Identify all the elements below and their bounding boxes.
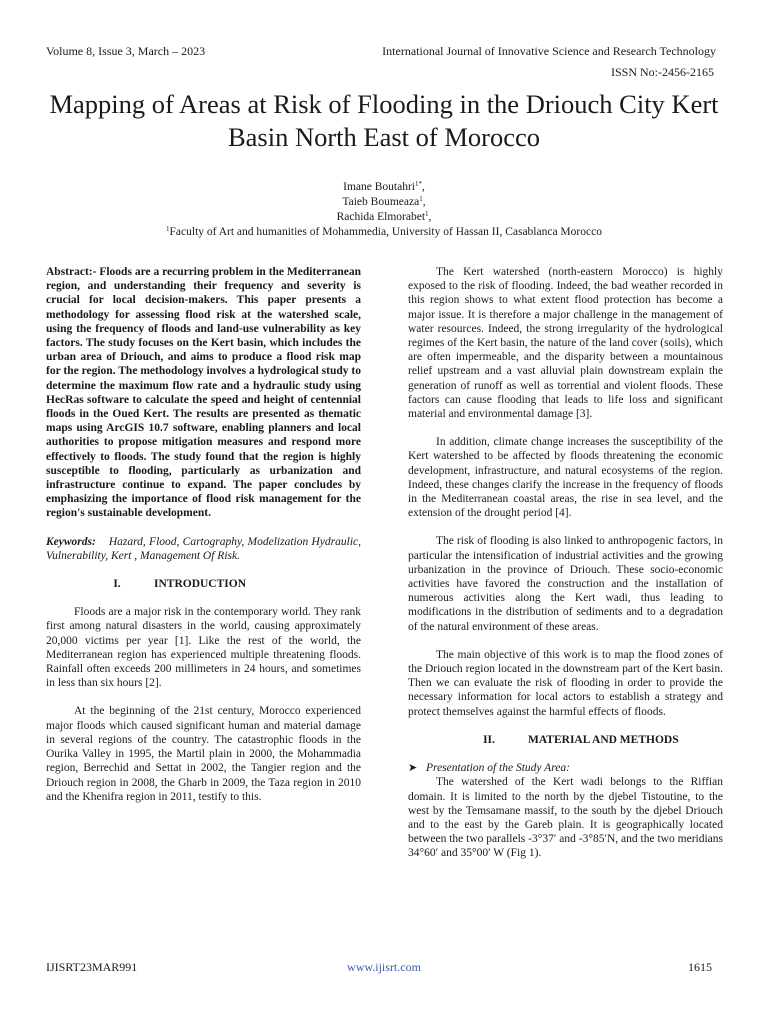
paragraph: The risk of flooding is also linked to anthropogenic factors, in particular the intensification of industrial activities and the growing urbanization in the province of Driouch. These socio-economic activities have favored the construction and the installation of numerous activities along the Kert wadi, thus leading to modifications in the distribution of sediments and to a degradation of the natural environment of these areas. bbox=[408, 535, 723, 633]
paper-id: IJISRT23MAR991 bbox=[46, 960, 138, 974]
page-number: 1615 bbox=[688, 960, 712, 974]
author-2: Taieb Boumeaza$^1$, bbox=[342, 195, 426, 208]
keywords: Keywords: Hazard, Flood, Cartography, Modelization Hydraulic, Vulnerability, Kert , Management Of Risk. bbox=[46, 535, 361, 562]
author-3: Rachida Elmorabet$^1$, bbox=[336, 210, 432, 223]
paragraph: Floods are a major risk in the contemporary world. They rank first among natural disasters in the world, causing approximately 20,000 victims per year [1]. Like the rest of the world, the Mediterranean region has experienced multiple threatening floods. Rainfall often exceeds 200 millimeters in 24 hours, and sometimes in less than six hours [2]. bbox=[46, 606, 361, 690]
paragraph: The main objective of this work is to map the flood zones of the Driouch region located in the downstream part of the Kert basin. Then we can evaluate the risk of flooding in order to provide the necessary information for local actors to establish a strategy and protect themselves against the harmful effects of floods. bbox=[408, 648, 723, 718]
paragraph: In addition, climate change increases the susceptibility of the Kert watershed to be affected by floods threatening the economic development, infrastructure, and natural ecosystems of the region. Indeed, these changes clarify the increase in the frequency of floods in the Mediterranean coastal areas, the rise in sea level, and the extension of the drought period [4]. bbox=[408, 436, 723, 520]
paper-title: Mapping of Areas at Risk of Flooding in the Driouch City Kert Basin North East of Morocco bbox=[49, 89, 719, 152]
arrow-bullet-icon: ➤ bbox=[408, 761, 418, 775]
abstract: Abstract:- Floods are a recurring problem in the Mediterranean region, and understanding their frequency and severity is crucial for local decision-makers. This paper presents a methodology for assessing flood risk at the watershed scale, using the frequency of floods and land-use vulnerability as key factors. The study focuses on the Kert basin, which includes the urban area of Driouch, and aims to produce a flood risk map for the region. The methodology involves a hydrological study to determine the maximum flow rate and a hydraulic study using HecRas software to calculate the speed and height of centennial floods in the Oued Kert. The results are presented as thematic maps using ArcGIS 10.7 software, enabling planners and local authorities to propose mitigation measures and respond more effectively to floods. The study found that the region is highly susceptible to flooding, particularly as urbanization and infrastructure continue to expand. The paper concludes by emphasizing the importance of flood risk management for the region's sustainable development. bbox=[46, 266, 361, 520]
paragraph: At the beginning of the 21st century, Morocco experienced major floods which caused significant human and material damage in several regions of the country. The catastrophic floods in the Ourika Valley in 1995, the Martil plain in 2000, the Mohammadia region, Berrechid and Settat in 2002, the Tangier region and the Driouch region in 2008, the Gharb in 2009, the Taza region in 2010 and the Khenifra region in 2011, testify to this. bbox=[46, 705, 361, 803]
journal-url-link[interactable]: www.ijisrt.com bbox=[347, 960, 421, 974]
author-block bbox=[0, 180, 768, 240]
right-column bbox=[408, 265, 723, 875]
paragraph: The Kert watershed (north-eastern Morocco) is highly exposed to the risk of flooding. Indeed, the bad weather recorded in this region shows to what extent flood protection has become a major issue. It is therefore a major challenge in the management of water resources. Indeed, the strong irregularity of the hydrological regimes of the Kert basin, the nature of the land cover (soils), which are often impermeable, and the disparity between a mountainous relief upstream and a vast alluvial plain downstream explain the generation of runoff as well as torrential and violent floods. These factors can cause flooding that leads to life loss and significant material and environmental damage [3]. bbox=[408, 266, 723, 421]
subsection-heading: ➤ Presentation of the Study Area: bbox=[408, 761, 570, 775]
issn: ISSN No:-2456-2165 bbox=[610, 65, 714, 79]
affiliation: $^1$Faculty of Art and humanities of Mohammedia, University of Hassan II, Casablanca Morocco bbox=[166, 225, 602, 238]
volume-issue: Volume 8, Issue 3, March – 2023 bbox=[46, 44, 206, 58]
author-1: Imane Boutahri$^{1*}$, bbox=[343, 180, 425, 193]
journal-name: International Journal of Innovative Science and Research Technology bbox=[382, 44, 716, 58]
section-heading-introduction: I. INTRODUCTION bbox=[113, 578, 247, 591]
paragraph: The watershed of the Kert wadi belongs to the Riffian domain. It is limited to the north by the djebel Tistoutine, to the west by the Temsamane massif, to the south by the djebel Driouch and to the east by the Gareb plain. It is geographically located between the two parallels -3°37′ and -3°85′N, and the two meridians 34°60′ and 35°00′ W (Fig 1). bbox=[408, 776, 723, 860]
left-column bbox=[46, 265, 361, 818]
section-heading-material-methods: II. MATERIAL AND METHODS bbox=[483, 733, 679, 746]
